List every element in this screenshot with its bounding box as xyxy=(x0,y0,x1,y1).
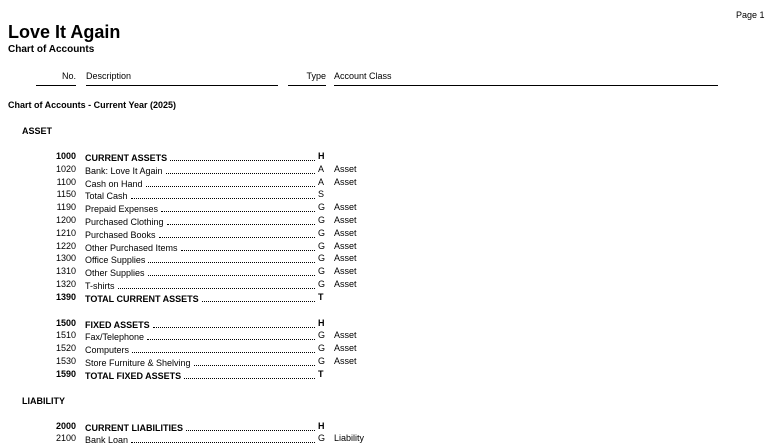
account-heading-row xyxy=(0,369,784,381)
column-header-type: Type xyxy=(306,71,326,81)
header-rule-description xyxy=(86,85,278,86)
account-type: A xyxy=(318,163,325,174)
leader-line xyxy=(159,237,315,238)
account-description-cell xyxy=(85,202,316,214)
account-type: G xyxy=(318,266,326,277)
account-class: Asset xyxy=(334,253,357,264)
account-description: Total Cash xyxy=(85,191,128,202)
section-title: Chart of Accounts - Current Year (2025) xyxy=(8,100,177,110)
account-number: 1390 xyxy=(55,291,76,302)
account-class: Asset xyxy=(334,163,357,174)
account-description-cell xyxy=(85,433,316,445)
account-description: Other Purchased Items xyxy=(85,242,178,253)
account-type: G xyxy=(318,227,326,238)
account-number: 1510 xyxy=(55,330,76,341)
account-type: G xyxy=(318,202,326,213)
account-description-cell xyxy=(85,356,316,368)
account-description-cell xyxy=(85,330,316,342)
account-row xyxy=(0,164,784,176)
account-row xyxy=(0,228,784,240)
account-class: Asset xyxy=(334,343,357,354)
account-description-cell xyxy=(85,292,316,304)
leader-line xyxy=(166,173,315,174)
account-number: 1200 xyxy=(55,215,76,225)
account-description-cell xyxy=(85,189,316,201)
account-type: G xyxy=(318,215,326,225)
account-class: Asset xyxy=(334,279,357,289)
account-description-cell xyxy=(85,279,316,291)
account-class: Asset xyxy=(334,202,357,213)
account-number: 1310 xyxy=(55,266,76,277)
account-type: G xyxy=(318,279,326,289)
leader-line xyxy=(118,288,315,289)
account-type: G xyxy=(318,253,326,264)
account-number: 1000 xyxy=(55,151,76,161)
leader-line xyxy=(202,301,315,302)
page-number: Page 1 xyxy=(736,10,765,20)
account-class: Asset xyxy=(334,330,357,341)
account-description: Other Supplies xyxy=(85,268,145,279)
account-number: 1210 xyxy=(55,227,76,238)
account-class: Asset xyxy=(334,240,357,251)
account-type: G xyxy=(318,356,326,366)
account-number: 1300 xyxy=(55,253,76,264)
account-number: 1150 xyxy=(56,189,76,200)
account-row xyxy=(0,215,784,227)
account-description: Purchased Clothing xyxy=(85,217,164,227)
leader-line xyxy=(131,442,315,443)
account-type: T xyxy=(318,368,324,379)
account-type: T xyxy=(318,291,324,302)
account-description-cell xyxy=(85,369,316,381)
account-description-cell xyxy=(85,253,316,265)
leader-line xyxy=(184,378,315,379)
leader-line xyxy=(153,327,315,328)
account-description: FIXED ASSETS xyxy=(85,319,150,330)
leader-line xyxy=(148,275,315,276)
account-type: A xyxy=(318,176,325,187)
account-type: S xyxy=(318,189,325,200)
account-heading-row xyxy=(0,151,784,163)
account-type: H xyxy=(318,151,325,161)
header-rule-type xyxy=(288,85,326,86)
account-class: Asset xyxy=(334,176,357,187)
account-description-cell xyxy=(85,241,316,253)
account-row xyxy=(0,241,784,253)
account-description: Prepaid Expenses xyxy=(85,204,159,215)
leader-line xyxy=(170,160,315,161)
leader-line xyxy=(186,430,315,431)
account-type: H xyxy=(318,317,325,328)
account-description: T-shirts xyxy=(85,281,115,291)
leader-line xyxy=(194,365,315,366)
account-heading-row xyxy=(0,421,784,433)
account-row xyxy=(0,202,784,214)
account-number: 1520 xyxy=(55,343,76,354)
account-type: G xyxy=(318,343,326,354)
leader-line xyxy=(131,198,315,199)
account-row xyxy=(0,330,784,342)
account-row xyxy=(0,356,784,368)
column-header-no: No. xyxy=(61,71,76,81)
account-class: Asset xyxy=(334,266,357,277)
account-row xyxy=(0,279,784,291)
account-description: CURRENT ASSETS xyxy=(85,153,168,163)
account-row xyxy=(0,253,784,265)
account-description: Bank: Love It Again xyxy=(85,165,163,176)
account-row xyxy=(0,343,784,355)
account-description-cell xyxy=(85,151,316,163)
account-description-cell xyxy=(85,318,316,330)
account-number: 2000 xyxy=(55,420,76,431)
account-number: 1020 xyxy=(55,163,76,174)
account-description-cell xyxy=(85,266,316,278)
account-description-cell xyxy=(85,215,316,227)
account-description-cell xyxy=(85,177,316,189)
report-title: Chart of Accounts xyxy=(8,44,95,55)
account-group-title: ASSET xyxy=(22,126,53,136)
account-description: TOTAL FIXED ASSETS xyxy=(85,370,182,381)
account-row xyxy=(0,266,784,278)
leader-line xyxy=(146,186,315,187)
account-row xyxy=(0,177,784,189)
account-number: 1220 xyxy=(55,240,76,251)
account-group-title: LIABILITY xyxy=(22,395,65,406)
account-number: 1590 xyxy=(55,368,76,379)
account-class: Asset xyxy=(334,215,357,225)
account-number: 1190 xyxy=(56,202,76,213)
account-description: CURRENT LIABILITIES xyxy=(85,422,183,433)
leader-line xyxy=(132,352,315,353)
column-header-description: Description xyxy=(86,71,132,81)
account-type: G xyxy=(318,433,326,444)
account-number: 1500 xyxy=(55,317,76,328)
account-description: Store Furniture & Shelving xyxy=(85,358,191,368)
account-number: 1530 xyxy=(55,356,76,366)
account-type: H xyxy=(318,420,325,431)
account-row xyxy=(0,433,784,445)
column-header-account-class: Account Class xyxy=(334,71,392,81)
account-number: 1100 xyxy=(56,176,76,187)
leader-line xyxy=(181,250,315,251)
account-description: Computers xyxy=(85,345,130,356)
header-rule-no xyxy=(36,85,76,86)
account-heading-row xyxy=(0,292,784,304)
leader-line xyxy=(147,339,315,340)
account-class: Asset xyxy=(334,227,357,238)
account-description: Bank Loan xyxy=(85,435,129,445)
leader-line xyxy=(167,224,315,225)
account-row xyxy=(0,189,784,201)
account-description-cell xyxy=(85,421,316,433)
header-rule-account-class xyxy=(334,85,718,86)
account-description: Office Supplies xyxy=(85,255,146,266)
account-class: Asset xyxy=(334,356,357,366)
account-number: 1320 xyxy=(55,279,76,289)
account-type: G xyxy=(318,240,326,251)
leader-line xyxy=(148,262,315,263)
company-name: Love It Again xyxy=(8,22,121,42)
account-description: Fax/Telephone xyxy=(85,332,145,343)
account-class: Liability xyxy=(334,433,365,444)
account-heading-row xyxy=(0,318,784,330)
account-description-cell xyxy=(85,228,316,240)
account-description: Purchased Books xyxy=(85,229,156,240)
account-description: TOTAL CURRENT ASSETS xyxy=(85,293,199,304)
account-description-cell xyxy=(85,343,316,355)
account-number: 2100 xyxy=(55,433,76,444)
leader-line xyxy=(161,211,315,212)
account-description-cell xyxy=(85,164,316,176)
account-description: Cash on Hand xyxy=(85,178,143,189)
account-type: G xyxy=(318,330,326,341)
